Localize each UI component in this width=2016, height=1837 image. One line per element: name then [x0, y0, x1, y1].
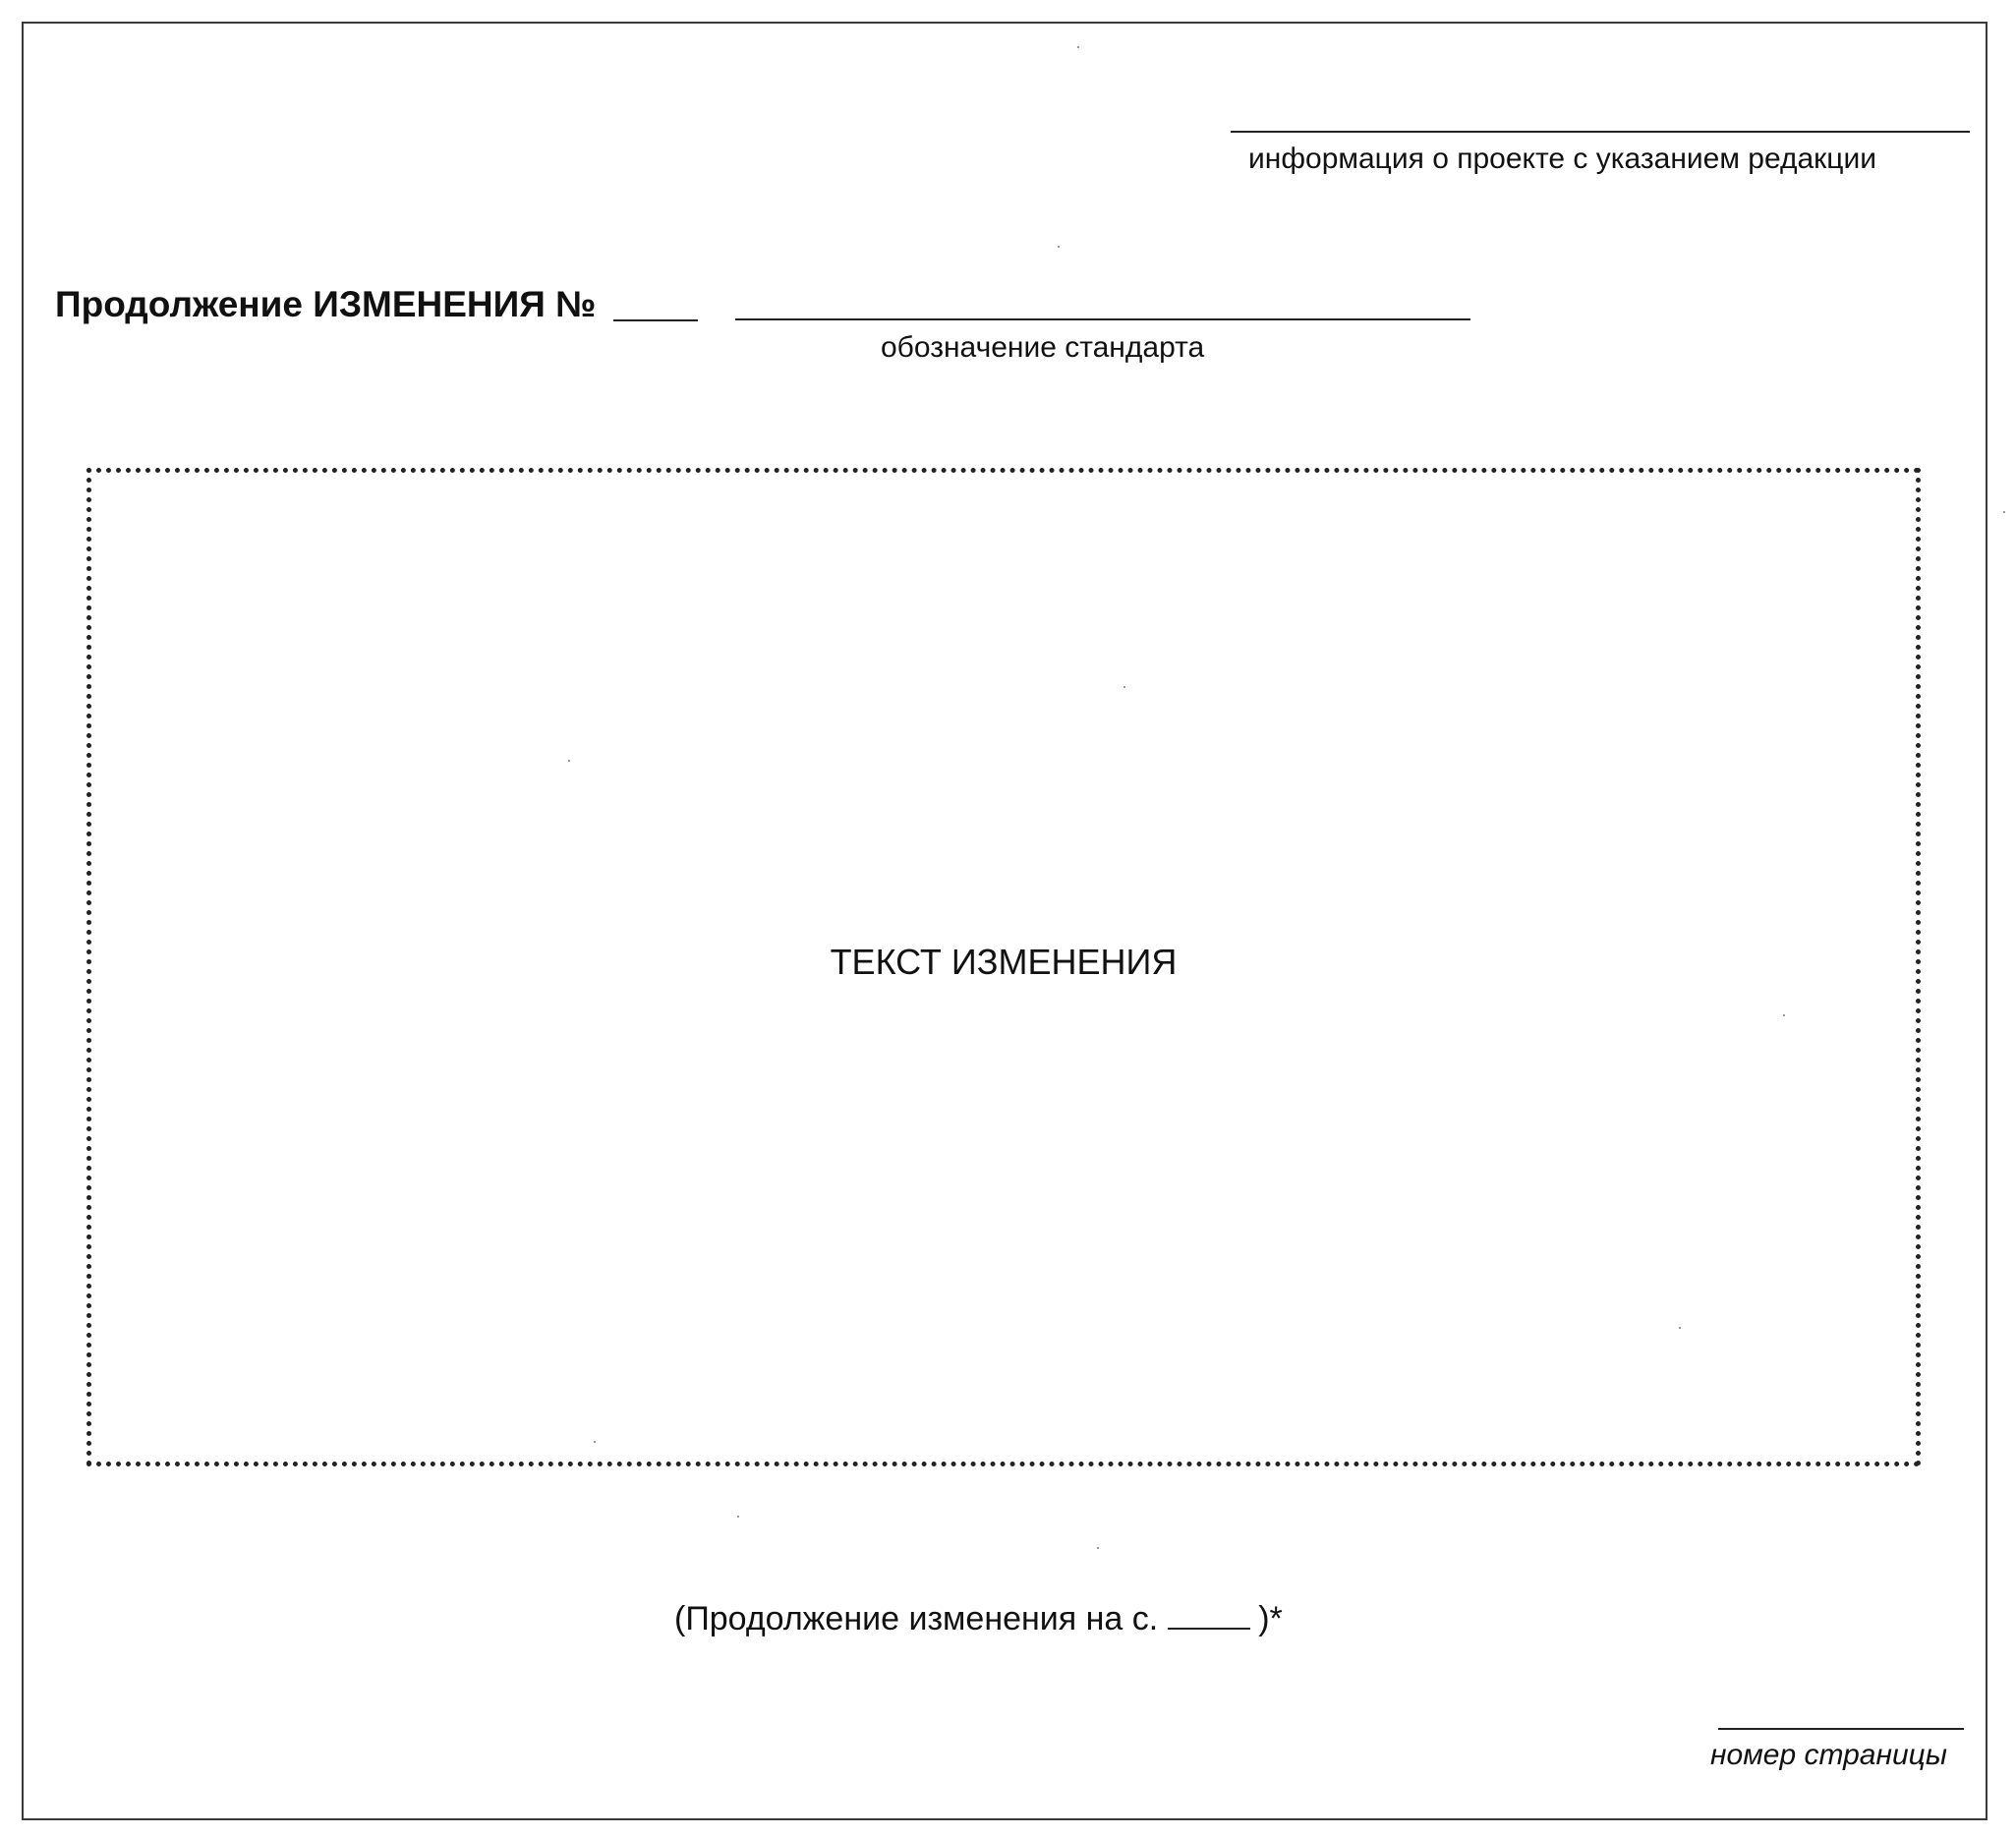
scan-speck	[737, 1516, 739, 1518]
project-info-caption: информация о проекте с указанием редакции	[1248, 143, 1877, 175]
change-text: ТЕКСТ ИЗМЕНЕНИЯ	[830, 942, 1178, 982]
scan-speck	[568, 760, 570, 762]
continuation-page-blank	[1168, 1600, 1250, 1630]
scan-speck	[2003, 511, 2005, 513]
page-number-line	[1718, 1728, 1964, 1730]
scan-speck	[1077, 46, 1079, 48]
continuation-suffix: )*	[1258, 1600, 1283, 1637]
page-number-caption: номер страницы	[1710, 1739, 1947, 1771]
scan-speck	[1679, 1327, 1681, 1329]
project-info-line	[1231, 131, 1970, 133]
scan-speck	[594, 1441, 596, 1443]
continuation-note	[674, 1598, 1283, 1639]
continuation-prefix: (Продолжение изменения на с.	[674, 1600, 1159, 1637]
standard-designation-line	[735, 318, 1470, 320]
page-title: Продолжение ИЗМЕНЕНИЯ №	[55, 284, 597, 324]
standard-designation-caption: обозначение стандарта	[881, 331, 1205, 364]
change-text-area	[86, 468, 1921, 1466]
scan-speck	[1097, 1547, 1099, 1549]
change-number-blank	[613, 319, 698, 321]
scan-speck	[1058, 246, 1060, 248]
scan-speck	[1123, 686, 1125, 688]
scan-speck	[1783, 1014, 1785, 1016]
